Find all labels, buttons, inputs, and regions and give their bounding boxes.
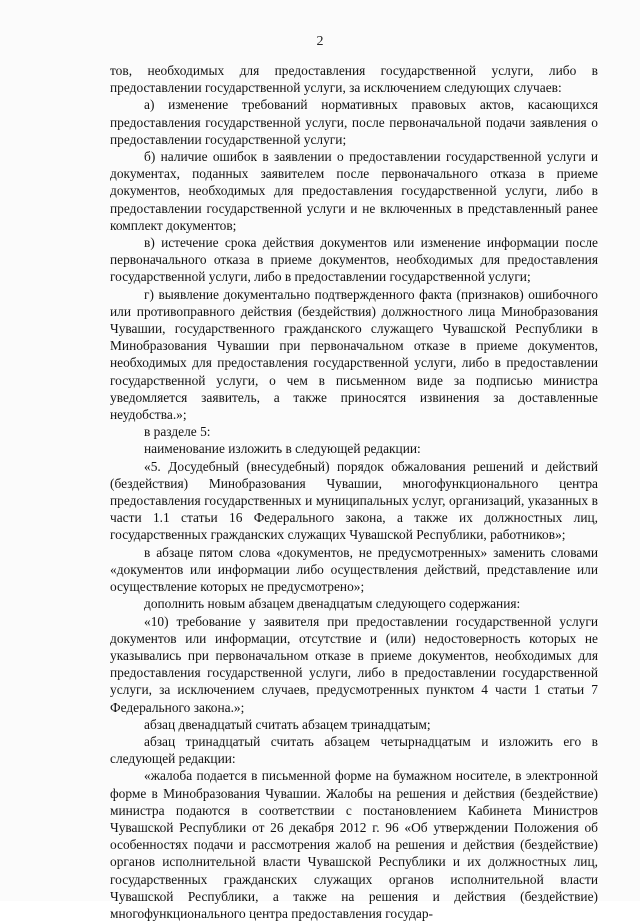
paragraph-item-v: в) истечение срока действия документов или изменение информации после первоначального отказа в приеме документов, необходимых для предоставления государственной услуги, либо в предоставлении государственной услуги; — [110, 235, 598, 285]
paragraph-item-10: «10) требование у заявителя при предоставлении государственной услуги документов или информации, отсутствие и (или) недостоверность которых не указывались при первоначальном отказе в приеме документов, необходимых для предоставления государственной услуги, либо в предоставлении государственной услуги, за исключением случаев, предусмотренных пунктом 4 части 1 статьи 7 Федерального закона.»; — [110, 613, 598, 715]
paragraph-item-b: б) наличие ошибок в заявлении о предоставлении государственной услуги и документах, поданных заявителем после первоначального отказа в приеме документов, необходимых для предоставления государственной услуги, либо в предоставлении государственной услуги и не включенных в представленный ранее комплект документов; — [110, 149, 598, 233]
paragraph-continuation: тов, необходимых для предоставления государственной услуги, либо в предоставлении государственной услуги, за исключением следующих случаев: — [110, 63, 598, 96]
paragraph-item-g: г) выявление документально подтвержденного факта (признаков) ошибочного или противоправного действия (бездействия) должностного лица Минобразования Чувашии, государственного гражданского служащего Чувашской Республики в Минобразования Чувашии при первоначальном отказе в приеме документов, необходимых для предоставления государственной услуги, либо в предоставлении государственной услуги, о чем в письменном виде за подписью министра уведомляется заявитель, а также приносятся извинения за доставленные неудобства.»; — [110, 286, 598, 423]
paragraph-thirteenth-renumber: абзац тринадцатый считать абзацем четырнадцатым и изложить его в следующей редакции: — [110, 733, 598, 767]
paragraph-item-a: а) изменение требований нормативных правовых актов, касающихся предоставления государственной услуги, после первоначальной подачи заявления о предоставлении государственной услуги; — [110, 97, 598, 147]
page-number: 2 — [316, 34, 324, 49]
paragraph-add-twelfth: дополнить новым абзацем двенадцатым следующего содержания: — [144, 596, 521, 612]
paragraph-section-title: «5. Досудебный (внесудебный) порядок обжалования решений и действий (бездействия) Минобразования Чувашии, многофункционального центра предоставления государственных и муниципальных услуг, организаций, указанных в части 1.1 статьи 16 Федерального закона, а также их должностных лиц, государственных гражданских служащих Чувашской Республики, работников»; — [110, 458, 598, 543]
paragraph-twelfth-renumber: абзац двенадцатый считать абзацем тринадцатым; — [144, 716, 431, 732]
paragraph-title-instruction: наименование изложить в следующей редакции: — [144, 441, 421, 457]
paragraph-section-5: в разделе 5: — [144, 424, 211, 440]
document-body — [110, 62, 598, 922]
paragraph-complaint: «жалоба подается в письменной форме на бумажном носителе, в электронной форме в Минобразования Чувашии. Жалобы на решения и действия (бездействие) министра подаются в соответствии с постановлением Кабинета Министров Чувашской Республики от 26 декабря 2012 г. 96 «Об утверждении Положения об особенностях подачи и рассмотрения жалоб на решения и действия (бездействие) органов исполнительной власти Чувашской Республики и их должностных лиц, государственных гражданских служащих органов исполнительной власти Чувашской Республики, а также на решения и действия (бездействие) многофункционального центра предоставления государ- — [110, 768, 598, 921]
paragraph-fifth-abzats: в абзаце пятом слова «документов, не предусмотренных» заменить словами «документов или информации либо осуществления действий, представление или осуществление которых не предусмотрено»; — [110, 544, 598, 595]
